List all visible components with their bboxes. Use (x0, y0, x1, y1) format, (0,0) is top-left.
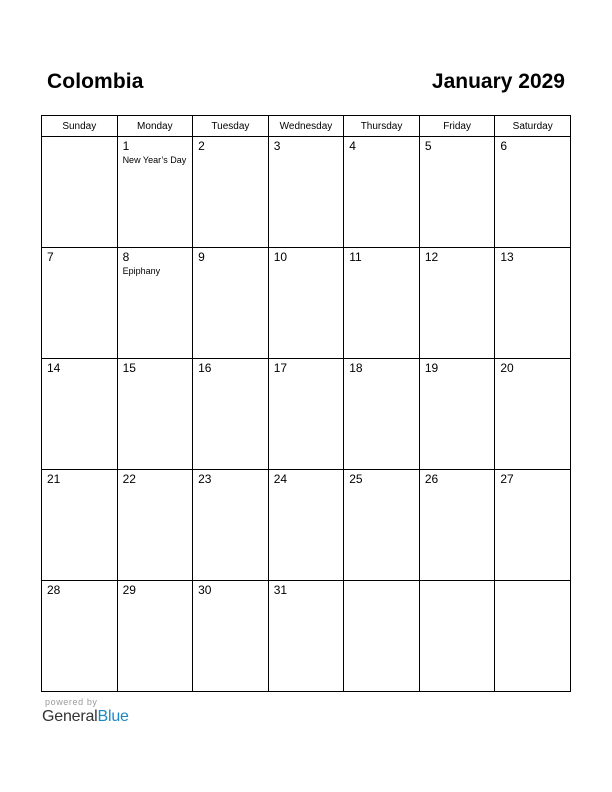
day-number (344, 581, 419, 584)
day-number: 3 (273, 139, 281, 153)
week-row (42, 248, 571, 359)
weekday-header: Tuesday (193, 116, 269, 137)
week-row (42, 137, 571, 248)
day-cell (344, 359, 420, 470)
day-number: 27 (500, 472, 514, 486)
day-number (420, 581, 495, 584)
day-number: 12 (424, 250, 439, 264)
day-cell (495, 470, 571, 581)
day-cell (495, 581, 571, 692)
day-number: 5 (424, 139, 432, 153)
day-number: 30 (198, 583, 212, 597)
day-cell (268, 470, 344, 581)
day-cell (495, 359, 571, 470)
day-cell (419, 470, 495, 581)
brand-blue-text: Blue (97, 708, 129, 725)
day-cell (419, 581, 495, 692)
day-number: 22 (122, 472, 136, 486)
day-number: 16 (198, 361, 212, 375)
day-number: 21 (47, 472, 61, 486)
day-cell (268, 581, 344, 692)
day-number (42, 137, 117, 140)
day-cell (117, 359, 193, 470)
day-cell (344, 581, 420, 692)
day-number: 24 (273, 472, 288, 486)
day-number: 1 (122, 139, 130, 153)
day-number: 4 (349, 139, 356, 153)
day-number: 25 (349, 472, 363, 486)
day-cell (42, 581, 118, 692)
day-cell (42, 470, 118, 581)
day-cell (344, 248, 420, 359)
country-title: Colombia (47, 70, 144, 93)
day-number: 8 (122, 250, 130, 264)
week-row (42, 470, 571, 581)
holiday-label: New Year’s Day (122, 155, 187, 165)
day-number: 7 (47, 250, 54, 264)
day-cell (193, 137, 269, 248)
day-number: 23 (198, 472, 212, 486)
day-cell (193, 581, 269, 692)
day-cell (193, 359, 269, 470)
brand-general-text: General (42, 708, 98, 725)
weekday-header: Sunday (42, 116, 118, 137)
day-cell (42, 248, 118, 359)
day-cell (419, 137, 495, 248)
day-number: 18 (349, 361, 363, 375)
day-number: 10 (273, 250, 288, 264)
powered-by-text: powered by (45, 697, 98, 707)
day-cell (344, 137, 420, 248)
day-number: 31 (273, 583, 288, 597)
week-row (42, 359, 571, 470)
day-number: 19 (424, 361, 439, 375)
day-number: 14 (47, 361, 61, 375)
day-cell (42, 359, 118, 470)
day-cell (117, 248, 193, 359)
day-cell (117, 470, 193, 581)
day-number (495, 581, 570, 584)
day-cell (419, 359, 495, 470)
day-cell (117, 581, 193, 692)
weekday-header: Monday (117, 116, 193, 137)
weekday-header: Friday (419, 116, 495, 137)
day-cell (268, 359, 344, 470)
day-cell (268, 248, 344, 359)
day-cell (495, 137, 571, 248)
week-row (42, 581, 571, 692)
day-cell (268, 137, 344, 248)
day-number: 20 (500, 361, 514, 375)
day-cell (495, 248, 571, 359)
day-number: 26 (424, 472, 439, 486)
day-number: 29 (122, 583, 136, 597)
day-number: 6 (500, 139, 508, 153)
day-number: 28 (47, 583, 61, 597)
weekday-header: Saturday (495, 116, 571, 137)
day-cell (419, 248, 495, 359)
day-cell (193, 248, 269, 359)
calendar-grid (41, 115, 571, 692)
day-number: 13 (500, 250, 514, 264)
weekday-header: Thursday (344, 116, 420, 137)
day-cell (117, 137, 193, 248)
day-cell (193, 470, 269, 581)
day-number: 9 (198, 250, 205, 264)
day-number: 11 (349, 250, 362, 264)
month-year-title: January 2029 (431, 70, 565, 93)
day-cell (42, 137, 118, 248)
day-number: 2 (198, 139, 205, 153)
day-number: 17 (273, 361, 288, 375)
generalblue-logo[interactable] (42, 708, 129, 726)
day-number: 15 (122, 361, 136, 375)
weekday-header-row (42, 116, 571, 137)
weekday-header: Wednesday (268, 116, 344, 137)
day-cell (344, 470, 420, 581)
holiday-label: Epiphany (122, 266, 161, 276)
